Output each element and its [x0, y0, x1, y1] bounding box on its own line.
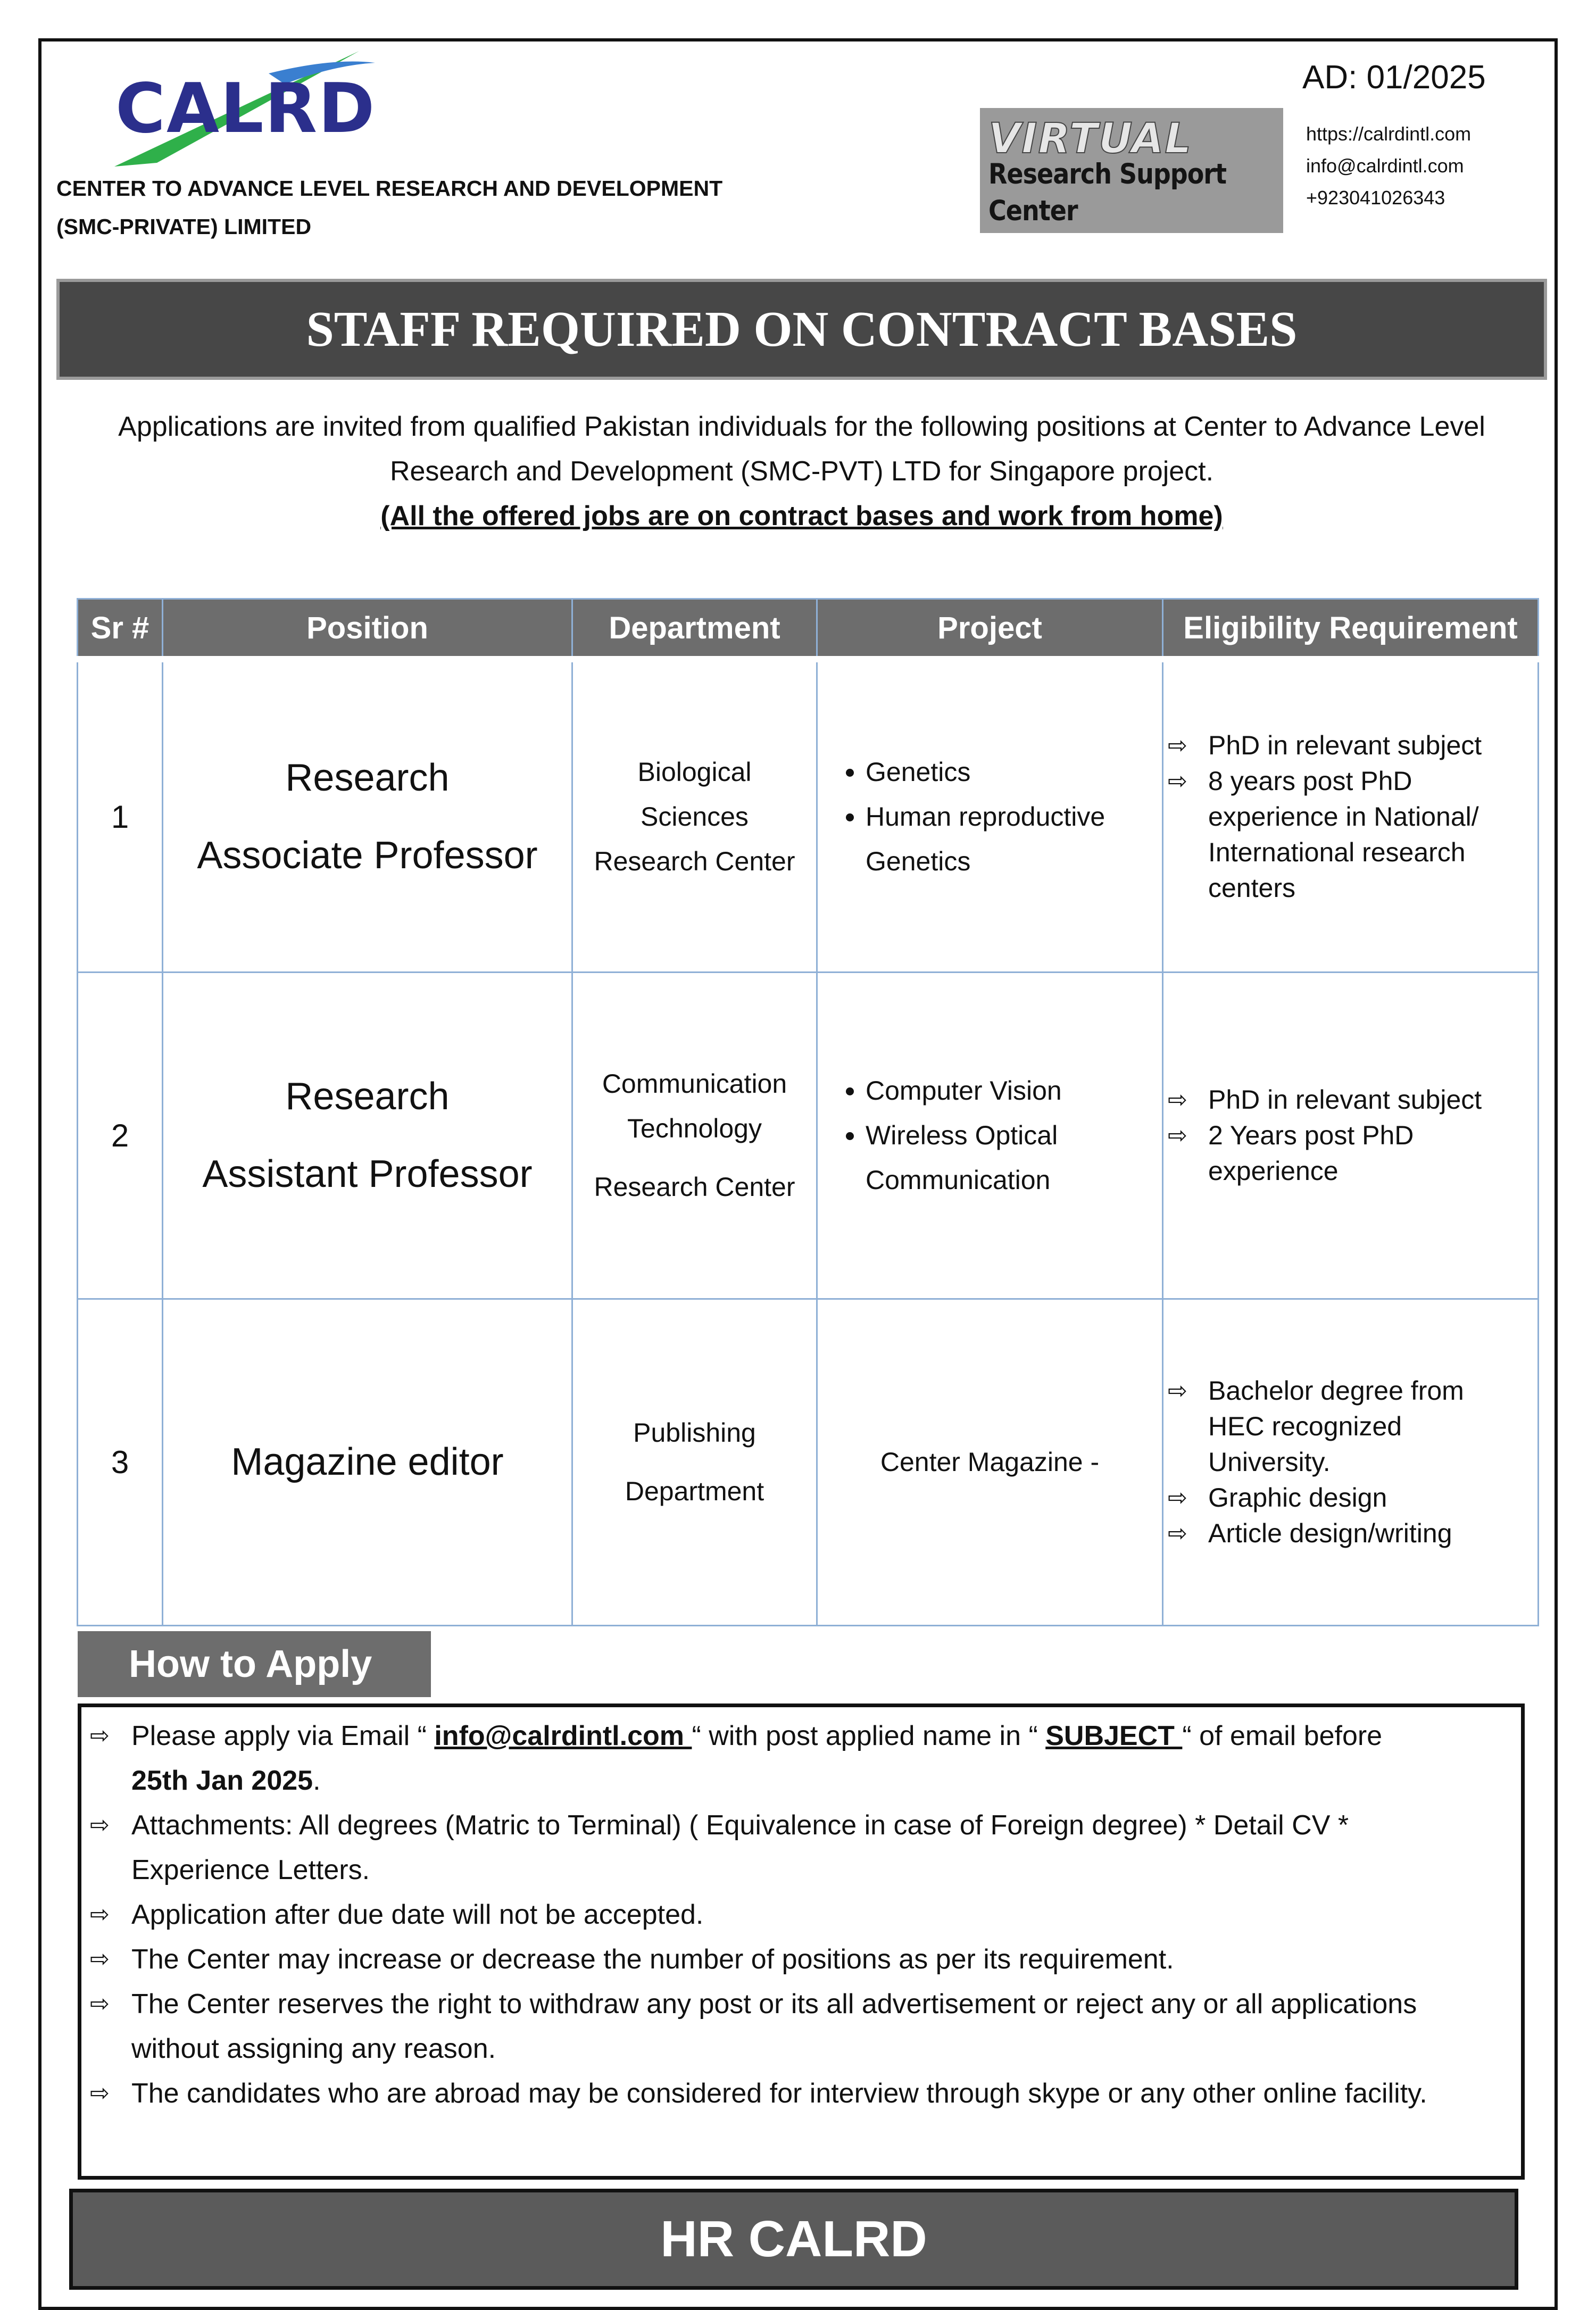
table-header-row [78, 599, 1539, 660]
department-line: Publishing [633, 1418, 756, 1448]
arrow-icon: ⇨ [90, 2080, 110, 2106]
row-project [817, 972, 1163, 1299]
position-line: Assistant Professor [202, 1153, 533, 1195]
row-department [572, 972, 817, 1299]
badge-virtual-text: VIRTUAL [988, 114, 1193, 163]
virtual-research-badge [980, 108, 1283, 233]
arrow-icon: ⇨ [1168, 768, 1187, 794]
apply-instruction-item: ⇨ Please apply via Email “ info@calrdintl.com “ with post applied name in “ SUBJECT “ of email before 25th Jan 2025. [131, 1714, 1500, 1803]
table-row [78, 972, 1539, 1299]
row-department [572, 1299, 817, 1625]
project-item: • Computer Vision [866, 1068, 1162, 1113]
contact-info [1306, 118, 1471, 214]
ad-number: AD: 01/2025 [1302, 59, 1486, 96]
arrow-icon: ⇨ [90, 1991, 110, 2017]
apply-instruction-item: ⇨ Application after due date will not be accepted. [131, 1892, 1500, 1937]
footer-banner [69, 2189, 1518, 2290]
apply-email-link[interactable]: info@calrdintl.com [434, 1721, 692, 1751]
arrow-icon: ⇨ [1168, 732, 1187, 759]
row-eligibility [1163, 1299, 1539, 1625]
row-sr-number: 1 [78, 659, 163, 972]
eligibility-item: ⇨ PhD in relevant subject [1208, 1082, 1527, 1118]
table-row [78, 1299, 1539, 1625]
eligibility-item: ⇨ Graphic design [1208, 1480, 1527, 1516]
arrow-icon: ⇨ [1168, 1520, 1187, 1547]
arrow-icon: ⇨ [1168, 1086, 1187, 1113]
eligibility-item: ⇨ PhD in relevant subject [1208, 728, 1527, 763]
phone-number: +923041026343 [1306, 187, 1445, 209]
badge-subtitle-text: Research Support Center [988, 156, 1226, 227]
row-department [572, 659, 817, 972]
project-item-continuation: Communication [866, 1165, 1051, 1195]
eligibility-item: ⇨ Article design/writing [1208, 1516, 1527, 1551]
positions-table [77, 598, 1539, 1626]
row-position [163, 1299, 572, 1625]
column-header-department: Department [572, 599, 817, 660]
project-item: • Human reproductive [866, 794, 1162, 839]
column-header-project: Project [817, 599, 1163, 660]
eligibility-item: ⇨ Bachelor degree from HEC recognized University. [1208, 1373, 1527, 1480]
intro-contract-note: (All the offered jobs are on contract bases and work from home) [380, 501, 1223, 531]
subject-keyword: SUBJECT [1045, 1721, 1183, 1751]
intro-line2: Research and Development (SMC-PVT) LTD for Singapore project. [389, 456, 1214, 487]
row-position [163, 972, 572, 1299]
department-line: Technology [627, 1114, 762, 1143]
position-line: Associate Professor [197, 834, 538, 877]
column-header-sr: Sr # [78, 599, 163, 660]
eligibility-item: ⇨ 2 Years post PhD experience [1208, 1118, 1527, 1189]
arrow-icon: ⇨ [90, 1901, 110, 1927]
project-item: • Wireless Optical [866, 1113, 1162, 1158]
position-line: Magazine editor [231, 1441, 504, 1483]
row-position [163, 659, 572, 972]
department-line: Communication [602, 1069, 787, 1099]
logo-wordmark: CALRD [115, 69, 376, 148]
row-sr-number: 2 [78, 972, 163, 1299]
arrow-icon: ⇨ [90, 1946, 110, 1972]
department-line: Research Center [594, 1172, 795, 1202]
arrow-icon: ⇨ [1168, 1122, 1187, 1149]
position-line: Research [285, 1075, 450, 1118]
table-row [78, 659, 1539, 972]
row-sr-number: 3 [78, 1299, 163, 1625]
department-line: Sciences [641, 802, 749, 832]
arrow-icon: ⇨ [90, 1723, 110, 1749]
row-project [817, 659, 1163, 972]
intro-line1: Applications are invited from qualified Pakistan individuals for the following positions at Center to Advance Level [118, 411, 1485, 442]
org-name-line2: (SMC-PRIVATE) LIMITED [56, 214, 312, 239]
intro-text [56, 404, 1547, 538]
email-link[interactable]: info@calrdintl.com [1306, 155, 1464, 177]
position-line: Research [285, 757, 450, 800]
arrow-icon: ⇨ [1168, 1377, 1187, 1404]
project-item: Center Magazine - [880, 1447, 1100, 1477]
row-project [817, 1299, 1163, 1625]
arrow-icon: ⇨ [90, 1812, 110, 1838]
row-eligibility [1163, 972, 1539, 1299]
deadline-date: 25th Jan 2025 [131, 1765, 313, 1796]
how-to-apply-heading: How to Apply [78, 1631, 431, 1697]
organization-name [56, 169, 722, 246]
department-line: Research Center [594, 846, 795, 877]
title-banner [56, 279, 1547, 380]
eligibility-item: ⇨ 8 years post PhD experience in National/ International research centers [1208, 763, 1527, 906]
column-header-position: Position [163, 599, 572, 660]
department-line: Biological [637, 757, 752, 787]
org-name-line1: CENTER TO ADVANCE LEVEL RESEARCH AND DEVELOPMENT [56, 176, 723, 201]
apply-instruction-item: ⇨ The candidates who are abroad may be considered for interview through skype or any other online facility. [131, 2071, 1500, 2116]
project-item-continuation: Genetics [866, 846, 971, 877]
project-item: • Genetics [866, 750, 1162, 794]
how-to-apply-box [78, 1704, 1525, 2180]
website-link[interactable]: https://calrdintl.com [1306, 123, 1472, 145]
apply-instruction-item: ⇨ The Center may increase or decrease the number of positions as per its requirement. [131, 1937, 1500, 1982]
hr-signature: HR CALRD [660, 2211, 927, 2267]
row-eligibility [1163, 659, 1539, 972]
page-title: STAFF REQUIRED ON CONTRACT BASES [306, 302, 1298, 357]
column-header-eligibility: Eligibility Requirement [1163, 599, 1539, 660]
apply-instruction-item: ⇨ Attachments: All degrees (Matric to Terminal) ( Equivalence in case of Foreign degree) * Detail CV * Experience Letters. [131, 1803, 1500, 1892]
calrd-logo [109, 41, 386, 175]
arrow-icon: ⇨ [1168, 1484, 1187, 1511]
apply-instruction-item: ⇨ The Center reserves the right to withdraw any post or its all advertisement or reject any or all applications without assigning any reason. [131, 1982, 1500, 2071]
department-line: Department [625, 1476, 764, 1506]
